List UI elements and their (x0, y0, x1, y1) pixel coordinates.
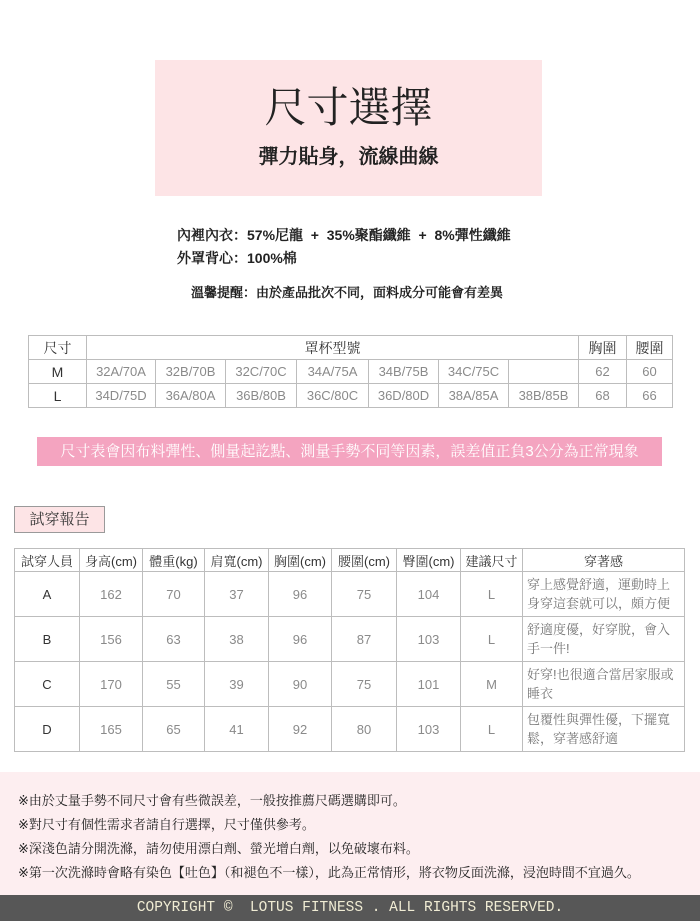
tester-column-header: 試穿人員 (15, 549, 80, 572)
cup-size-cell: 36C/80C (297, 384, 369, 408)
hip-cell: 101 (397, 662, 461, 707)
tester-cell: A (15, 572, 80, 617)
fit-report-table (14, 548, 685, 752)
shoulder-cell: 37 (205, 572, 269, 617)
feedback-column-header: 穿著感 (523, 549, 685, 572)
cup-size-cell: 34A/75A (297, 360, 369, 384)
fit-table-header-row (15, 549, 685, 572)
page-title: 尺寸選擇 (264, 84, 433, 131)
shoulder-cell: 41 (205, 707, 269, 752)
waist-cell: 75 (332, 572, 397, 617)
bust-cell: 92 (269, 707, 332, 752)
waist-cell: 80 (332, 707, 397, 752)
recommended-size-cell: L (461, 617, 523, 662)
note-line: ※對尺寸有個性需求者請自行選擇，尺寸僅供參考。 (18, 817, 315, 832)
recommended-size-cell: L (461, 707, 523, 752)
shoulder-column-header: 肩寬(cm) (205, 549, 269, 572)
recommended-size-cell: L (461, 572, 523, 617)
height-cell: 162 (80, 572, 143, 617)
waist-value: 60 (627, 360, 673, 384)
size-table (28, 335, 673, 408)
feedback-cell (523, 662, 685, 707)
cup-size-cell: 34C/75C (439, 360, 509, 384)
recommended-size-column-header: 建議尺寸 (461, 549, 523, 572)
waist-column-header: 腰圍(cm) (332, 549, 397, 572)
recommended-size-cell: M (461, 662, 523, 707)
waist-cell: 75 (332, 662, 397, 707)
cup-size-cell: 36D/80D (369, 384, 439, 408)
cup-size-cell: 34B/75B (369, 360, 439, 384)
material-notice: 溫馨提醒：由於產品批次不同，面料成分可能會有差異 (190, 285, 503, 300)
outer-material-line: 外罩背心：100%棉 (177, 250, 297, 266)
table-row (15, 617, 685, 662)
note-line: ※由於丈量手勢不同尺寸會有些微誤差，一般按推薦尺碼選購即可。 (18, 793, 406, 808)
weight-cell: 65 (143, 707, 205, 752)
waist-value: 66 (627, 384, 673, 408)
feedback-text: 穿上感覺舒適，運動時上身穿這套就可以，頗方便 (527, 577, 671, 611)
cup-size-cell: 32A/70A (87, 360, 156, 384)
note-line: ※第一次洗滌時會略有染色【吐色】（和褪色不一樣），此為正常情形，將衣物反面洗滌，浸泡時間不宜過久。 (18, 865, 640, 880)
size-label: L (29, 384, 87, 408)
height-column-header: 身高(cm) (80, 549, 143, 572)
shoulder-cell: 38 (205, 617, 269, 662)
cup-size-cell: 38A/85A (439, 384, 509, 408)
hip-column-header: 臀圍(cm) (397, 549, 461, 572)
material-composition (177, 224, 511, 270)
shoulder-cell: 39 (205, 662, 269, 707)
table-row (15, 662, 685, 707)
bust-column-header: 胸圍 (579, 336, 627, 360)
weight-column-header: 體重(kg) (143, 549, 205, 572)
cup-size-cell: 38B/85B (509, 384, 579, 408)
tester-cell: C (15, 662, 80, 707)
tester-cell: B (15, 617, 80, 662)
note-line: ※深淺色請分開洗滌，請勿使用漂白劑、螢光增白劑，以免破壞布料。 (18, 841, 419, 856)
height-cell: 170 (80, 662, 143, 707)
cup-size-column-header: 罩杯型號 (87, 336, 579, 360)
feedback-cell (523, 707, 685, 752)
feedback-text: 好穿!也很適合當居家服或睡衣 (527, 667, 674, 701)
table-row (15, 572, 685, 617)
inner-material-line: 內裡內衣：57%尼龍 + 35%聚酯纖維 + 8%彈性纖維 (177, 227, 511, 243)
page-subtitle: 彈力貼身，流線曲線 (258, 146, 439, 168)
cup-size-cell: 32B/70B (156, 360, 226, 384)
bust-cell: 96 (269, 572, 332, 617)
fit-report-title: 試穿報告 (14, 506, 105, 533)
cup-size-cell: 36B/80B (226, 384, 297, 408)
bust-cell: 96 (269, 617, 332, 662)
tolerance-banner: 尺寸表會因布料彈性、側量起訖點、測量手勢不同等因素，誤差值正負3公分為正常現象 (37, 437, 662, 466)
cup-size-cell-empty (509, 360, 579, 384)
waist-column-header: 腰圍 (627, 336, 673, 360)
table-row (15, 707, 685, 752)
tester-cell: D (15, 707, 80, 752)
size-label: M (29, 360, 87, 384)
hip-cell: 103 (397, 707, 461, 752)
size-row-m (29, 360, 673, 384)
copyright-footer: COPYRIGHT © LOTUS FITNESS . ALL RIGHTS RESERVED. (0, 895, 700, 921)
weight-cell: 63 (143, 617, 205, 662)
bust-value: 62 (579, 360, 627, 384)
feedback-cell (523, 572, 685, 617)
bust-cell: 90 (269, 662, 332, 707)
cup-size-cell: 36A/80A (156, 384, 226, 408)
bust-value: 68 (579, 384, 627, 408)
care-notes-panel (0, 772, 700, 895)
bust-column-header: 胸圍(cm) (269, 549, 332, 572)
hip-cell: 103 (397, 617, 461, 662)
size-column-header: 尺寸 (29, 336, 87, 360)
height-cell: 156 (80, 617, 143, 662)
size-row-l (29, 384, 673, 408)
feedback-text: 包覆性與彈性優，下擺寬鬆，穿著感舒適 (527, 712, 671, 746)
feedback-text: 舒適度優，好穿脫，會入手一件! (527, 622, 671, 656)
height-cell: 165 (80, 707, 143, 752)
waist-cell: 87 (332, 617, 397, 662)
weight-cell: 55 (143, 662, 205, 707)
cup-size-cell: 34D/75D (87, 384, 156, 408)
cup-size-cell: 32C/70C (226, 360, 297, 384)
weight-cell: 70 (143, 572, 205, 617)
feedback-cell (523, 617, 685, 662)
size-table-header-row (29, 336, 673, 360)
title-panel (155, 60, 542, 196)
hip-cell: 104 (397, 572, 461, 617)
